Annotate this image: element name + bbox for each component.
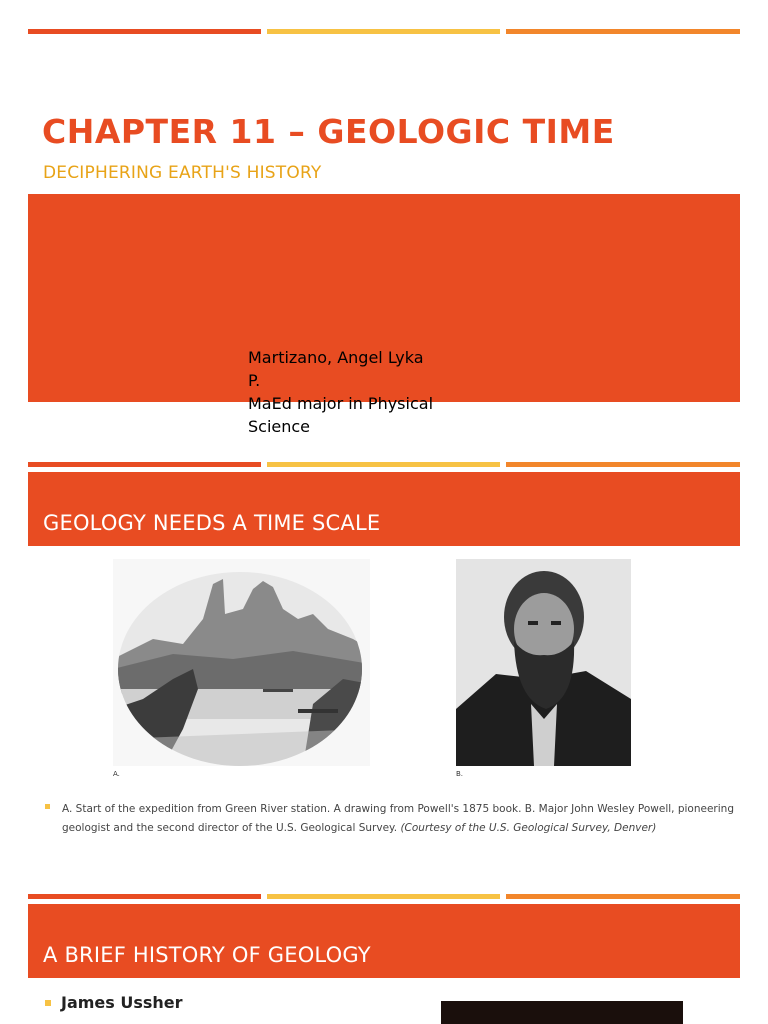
divider-segment-red <box>28 462 261 467</box>
slide-subtitle: DECIPHERING EARTH'S HISTORY <box>43 163 322 183</box>
bullet-item: James Ussher <box>61 993 183 1012</box>
author-name: Martizano, Angel Lyka <box>248 348 424 367</box>
author-field: Science <box>248 417 311 436</box>
figure-caption <box>62 800 742 838</box>
landscape-engraving-icon <box>113 559 370 766</box>
divider-segment-yellow <box>267 462 500 467</box>
caption-text: A. Start of the expedition from Green River station. A drawing from Powell's 1875 book. B. Major John Wesley Powell, pioneering geologist and the second director of the U.S. Geological Survey. <box>62 803 734 834</box>
slide-title: CHAPTER 11 – GEOLOGIC TIME <box>42 112 615 151</box>
figure-a-label: A. <box>113 770 120 778</box>
top-divider-2 <box>28 462 740 467</box>
caption-credit: (Courtesy of the U.S. Geological Survey, Denver) <box>400 822 657 834</box>
bullet-marker <box>45 804 50 809</box>
dark-photo-image <box>441 1001 683 1024</box>
divider-segment-yellow <box>267 894 500 899</box>
author-block <box>248 346 433 438</box>
divider-segment-orange <box>506 29 740 34</box>
figure-b-label: B. <box>456 770 464 778</box>
divider-segment-orange <box>506 462 740 467</box>
top-divider-3 <box>28 894 740 899</box>
bullet-marker <box>45 1000 51 1006</box>
section-title: GEOLOGY NEEDS A TIME SCALE <box>43 511 381 535</box>
section-title-2: A BRIEF HISTORY OF GEOLOGY <box>43 943 371 967</box>
portrait-photo-icon <box>456 559 631 766</box>
author-degree: MaEd major in Physical <box>248 394 434 413</box>
divider-segment-red <box>28 894 261 899</box>
author-initial: P. <box>248 371 261 390</box>
divider-segment-orange <box>506 894 740 899</box>
divider-segment-red <box>28 29 261 34</box>
divider-segment-yellow <box>267 29 500 34</box>
top-divider-1 <box>28 29 740 34</box>
